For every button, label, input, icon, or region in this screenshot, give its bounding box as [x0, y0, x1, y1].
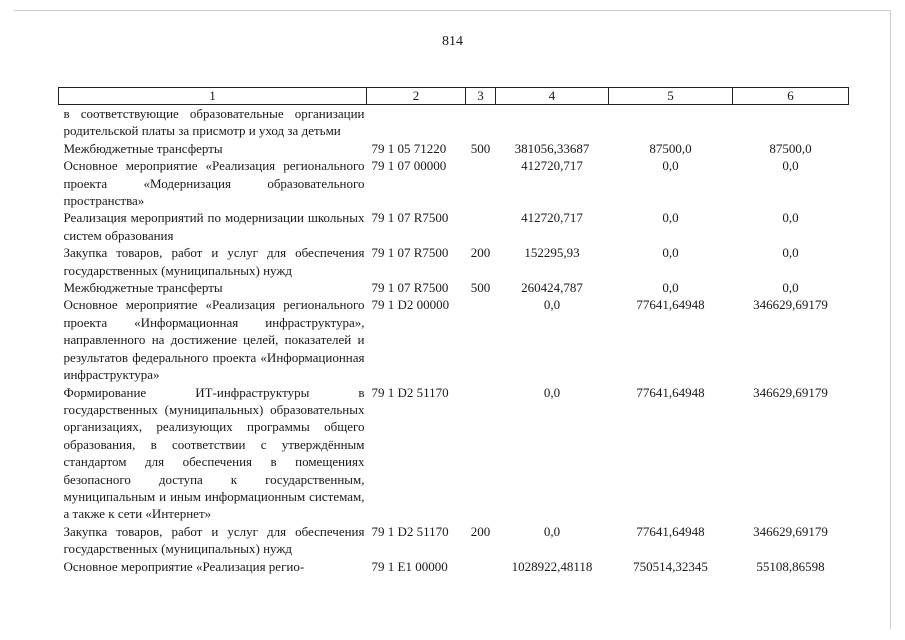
row-name: Основное мероприятие «Реализация регионального проекта «Модернизация образовательного пространства»	[63, 158, 365, 209]
row-name: Закупка товаров, работ и услуг для обеспечения государственных (муниципальных) нужд	[63, 245, 365, 278]
table-row	[59, 523, 849, 558]
row-expense-type: 200	[470, 523, 491, 539]
row-value-3: 87500,0	[769, 140, 812, 156]
row-value-1: 412720,717	[521, 210, 583, 226]
row-value-2: 0,0	[662, 158, 679, 174]
row-value-1: 152295,93	[524, 245, 580, 261]
row-expense-type: 200	[470, 245, 491, 261]
row-value-1	[496, 105, 609, 140]
row-value-2	[609, 105, 733, 140]
row-name: Основное мероприятие «Реализация регио-	[63, 558, 305, 574]
row-code: 79 1 E1 00000	[371, 558, 448, 574]
row-value-2: 0,0	[662, 210, 679, 226]
row-code: 79 1 D2 00000	[371, 297, 450, 313]
row-value-2: 77641,64948	[636, 384, 705, 400]
row-value-3: 0,0	[782, 210, 799, 226]
row-expense-type: 500	[470, 140, 491, 156]
table-row	[59, 279, 849, 296]
row-value-3	[733, 105, 849, 140]
row-expense-type	[466, 209, 496, 244]
table-row	[59, 157, 849, 209]
row-value-2: 87500,0	[649, 140, 692, 156]
row-name: Формирование ИТ-инфраструктуры в государственных (муниципальных) образовательных организациях, реализующих программы общего образования, в соответствии с утверждённым стандартом для обеспечения в помещениях безопасного доступа к государственным, муниципальным и иным информационным системам, а также к сети «Интернет»	[63, 384, 365, 522]
column-header-4: 4	[496, 88, 609, 105]
row-expense-type	[466, 558, 496, 575]
row-expense-type	[466, 105, 496, 140]
row-value-3: 346629,69179	[753, 297, 828, 313]
table-row	[59, 244, 849, 279]
budget-table	[58, 87, 849, 575]
column-header-2: 2	[367, 88, 466, 105]
table-row	[59, 558, 849, 575]
row-value-1: 260424,787	[521, 280, 583, 296]
table-row	[59, 296, 849, 383]
row-code: 79 1 07 00000	[371, 158, 447, 174]
table-row	[59, 105, 849, 140]
row-name: Основное мероприятие «Реализация регионального проекта «Информационная инфраструктура», направленного на достижение целей, показателей и результатов федерального проекта «Информационная инфраструктура»	[63, 297, 365, 383]
row-value-1: 0,0	[543, 384, 561, 400]
table-row	[59, 209, 849, 244]
row-code: 79 1 07 R7500	[371, 210, 449, 226]
row-name: Межбюджетные трансферты	[63, 140, 223, 156]
row-code: 79 1 07 R7500	[371, 245, 449, 261]
header-row	[59, 88, 849, 105]
row-value-3: 0,0	[782, 280, 799, 296]
row-name: в соответствующие образовательные организации родительской платы за присмотр и уход за детьми	[63, 106, 365, 139]
row-code: 79 1 D2 51170	[371, 384, 449, 400]
column-header-5: 5	[609, 88, 733, 105]
row-value-2: 0,0	[662, 280, 679, 296]
row-value-3: 346629,69179	[753, 523, 828, 539]
row-name: Закупка товаров, работ и услуг для обеспечения государственных (муниципальных) нужд	[63, 523, 365, 557]
row-value-3: 0,0	[782, 245, 799, 261]
row-expense-type	[466, 296, 496, 383]
row-value-1: 0,0	[543, 297, 561, 313]
row-value-1: 1028922,48118	[511, 558, 593, 574]
row-expense-type	[466, 384, 496, 523]
row-value-2: 750514,32345	[633, 558, 708, 574]
row-expense-type	[466, 157, 496, 209]
row-value-3: 0,0	[782, 158, 799, 174]
row-code: 79 1 07 R7500	[371, 280, 449, 296]
column-header-3: 3	[466, 88, 496, 105]
page-number: 814	[442, 34, 463, 49]
row-code: 79 1 D2 51170	[371, 523, 449, 539]
row-value-2: 77641,64948	[636, 523, 705, 539]
row-value-2: 77641,64948	[636, 297, 705, 313]
row-code: 79 1 05 71220	[371, 140, 447, 156]
row-value-1: 381056,33687	[514, 140, 590, 156]
row-name: Межбюджетные трансферты	[63, 280, 223, 296]
row-code	[367, 105, 466, 140]
row-value-3: 346629,69179	[753, 384, 828, 400]
row-expense-type: 500	[470, 280, 491, 296]
column-header-1: 1	[59, 88, 367, 105]
row-name: Реализация мероприятий по модернизации школьных систем образования	[63, 210, 365, 243]
column-header-6: 6	[733, 88, 849, 105]
row-value-1: 412720,717	[521, 158, 583, 174]
table-row	[59, 384, 849, 523]
row-value-3: 55108,86598	[756, 558, 825, 574]
row-value-2: 0,0	[662, 245, 679, 261]
row-value-1: 0,0	[543, 523, 561, 539]
table-row	[59, 140, 849, 157]
